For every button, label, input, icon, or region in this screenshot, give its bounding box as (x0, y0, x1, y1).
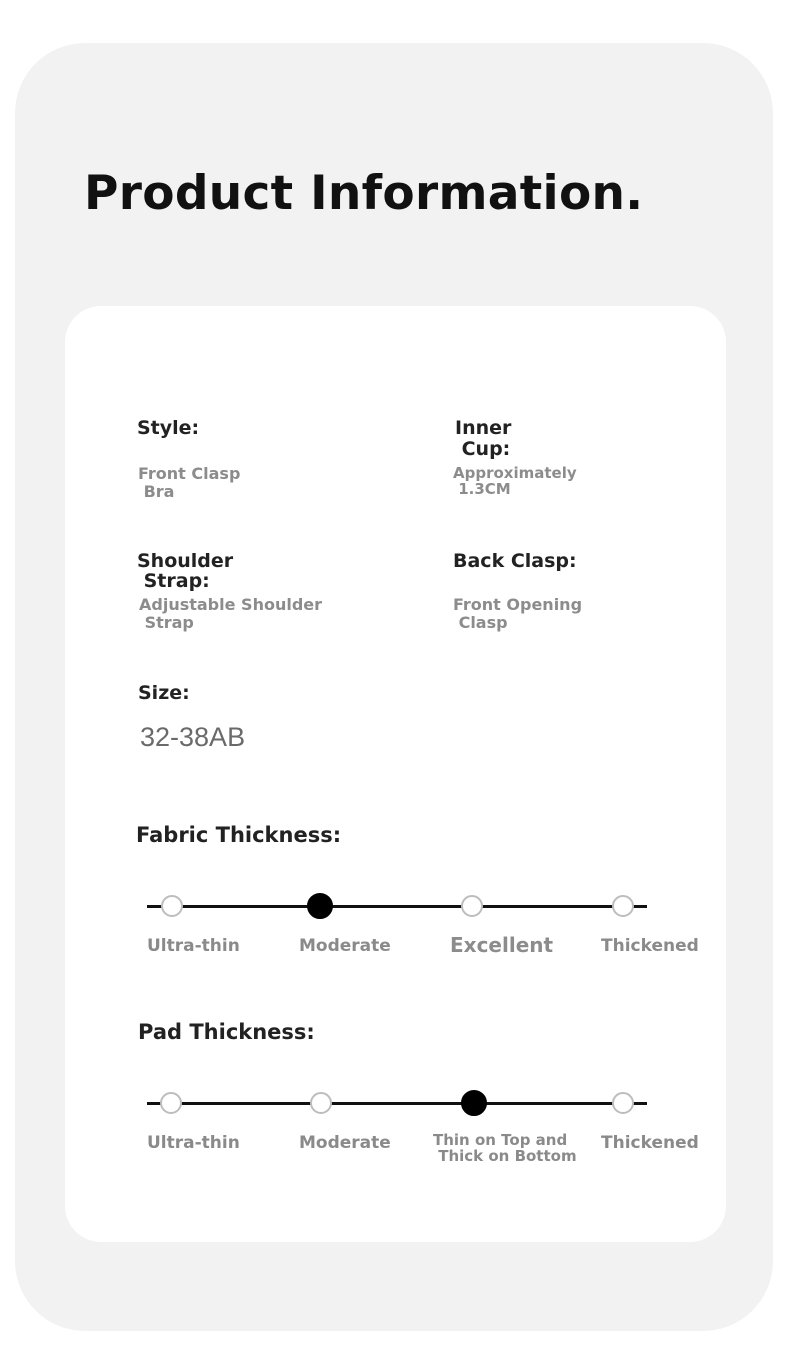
inner-cup-value-line2: 1.3CM (453, 480, 511, 498)
shoulder-strap-value-line2: Strap (139, 613, 194, 632)
fabric-option-ultra-thin: Ultra-thin (147, 936, 240, 956)
pad-option-ultra-thin: Ultra-thin (147, 1133, 240, 1153)
pad-option-thickened: Thickened (601, 1133, 699, 1153)
fabric-option-4-radio[interactable] (612, 895, 634, 917)
fabric-option-excellent: Excellent (450, 933, 554, 957)
inner-cup-label-line1: Inner (455, 417, 512, 439)
page-title: Product Information. (84, 166, 644, 221)
style-value-line2: Bra (138, 482, 175, 501)
size-value: 32-38AB (140, 722, 246, 752)
size-label: Size: (138, 682, 190, 704)
pad-option-1-radio[interactable] (160, 1092, 182, 1114)
pad-option-4-radio[interactable] (612, 1092, 634, 1114)
back-clasp-value-line2: Clasp (453, 613, 508, 632)
inner-cup-label-line2: Cup: (455, 438, 511, 460)
fabric-option-moderate: Moderate (299, 936, 391, 956)
pad-thickness-label: Pad Thickness: (138, 1020, 315, 1044)
style-value-line1: Front Clasp (138, 464, 241, 483)
pad-option-thin-top-line1: Thin on Top and (433, 1131, 568, 1149)
pad-option-2-radio[interactable] (310, 1092, 332, 1114)
pad-option-moderate: Moderate (299, 1133, 391, 1153)
pad-option-3-radio[interactable] (461, 1090, 487, 1116)
fabric-thickness-label: Fabric Thickness: (136, 823, 342, 847)
style-label: Style: (137, 417, 200, 439)
pad-thickness-track (147, 1102, 647, 1105)
back-clasp-value-line1: Front Opening (453, 595, 583, 614)
fabric-option-thickened: Thickened (601, 936, 699, 956)
fabric-thickness-track (147, 905, 647, 908)
fabric-option-3-radio[interactable] (461, 895, 483, 917)
shoulder-strap-value-line1: Adjustable Shoulder (139, 595, 323, 614)
shoulder-strap-label-line2: Strap: (137, 570, 210, 592)
fabric-option-2-radio[interactable] (307, 893, 333, 919)
inner-cup-value-line1: Approximately (453, 464, 577, 482)
pad-option-thin-top-line2: Thick on Bottom (433, 1147, 577, 1165)
back-clasp-label: Back Clasp: (453, 550, 577, 572)
shoulder-strap-label-line1: Shoulder (137, 550, 234, 572)
fabric-option-1-radio[interactable] (161, 895, 183, 917)
